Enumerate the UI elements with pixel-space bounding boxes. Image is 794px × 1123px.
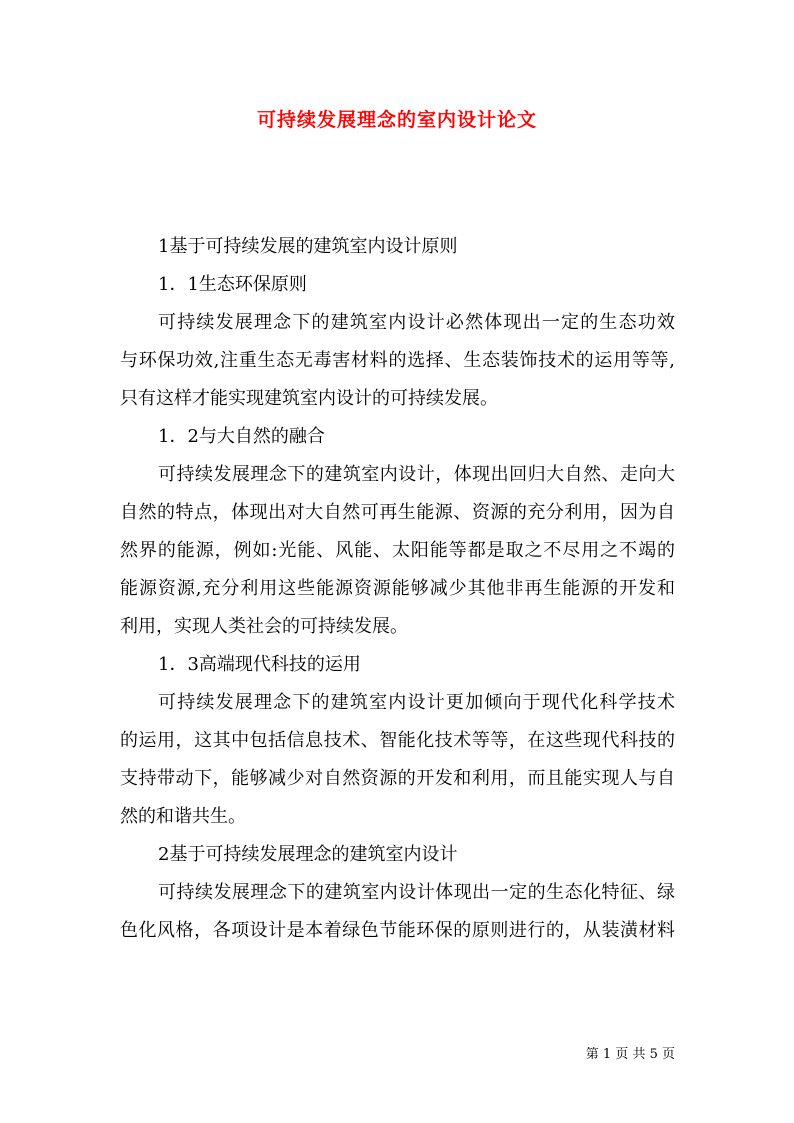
- paragraph-line: 可持续发展理念下的建筑室内设计体现出一定的生态化特征、绿: [158, 882, 675, 903]
- paragraph-line: 然界的能源，例如:光能、风能、太阳能等都是取之不尽用之不竭的: [120, 540, 675, 561]
- paragraph-line: 色化风格，各项设计是本着绿色节能环保的原则进行的，从装潢材料: [120, 920, 675, 941]
- paragraph-line: 的运用，这其中包括信息技术、智能化技术等等，在这些现代科技的: [120, 730, 675, 751]
- paragraph-line: 可持续发展理念下的建筑室内设计必然体现出一定的生态功效: [158, 312, 675, 333]
- paragraph-line: 能源资源,充分利用这些能源资源能够减少其他非再生能源的开发和: [120, 578, 675, 599]
- subsection-heading: 1．2与大自然的融合: [158, 426, 325, 447]
- paragraph-line: 支持带动下，能够减少对自然资源的开发和利用，而且能实现人与自: [120, 768, 675, 789]
- paragraph-line: 然的和谐共生。: [120, 806, 246, 827]
- paragraph-line: 与环保功效,注重生态无毒害材料的选择、生态装饰技术的运用等等,: [120, 350, 675, 371]
- paragraph-line: 自然的特点，体现出对大自然可再生能源、资源的充分利用，因为自: [120, 502, 675, 523]
- section-heading: 1基于可持续发展的建筑室内设计原则: [158, 236, 458, 257]
- paragraph-line: 可持续发展理念下的建筑室内设计更加倾向于现代化科学技术: [158, 692, 675, 713]
- page-number-footer: 第 1 页 共 5 页: [585, 1047, 675, 1062]
- document-body: [120, 228, 675, 950]
- paragraph-line: 可持续发展理念下的建筑室内设计，体现出回归大自然、走向大: [158, 464, 675, 485]
- page-title: 可持续发展理念的室内设计论文: [256, 109, 537, 131]
- subsection-heading: 1．1生态环保原则: [158, 274, 307, 295]
- subsection-heading: 1．3高端现代科技的运用: [158, 654, 361, 675]
- paragraph-line: 利用，实现人类社会的可持续发展。: [120, 616, 408, 637]
- paragraph-line: 只有这样才能实现建筑室内设计的可持续发展。: [120, 388, 498, 409]
- section-heading: 2基于可持续发展理念的建筑室内设计: [158, 844, 458, 865]
